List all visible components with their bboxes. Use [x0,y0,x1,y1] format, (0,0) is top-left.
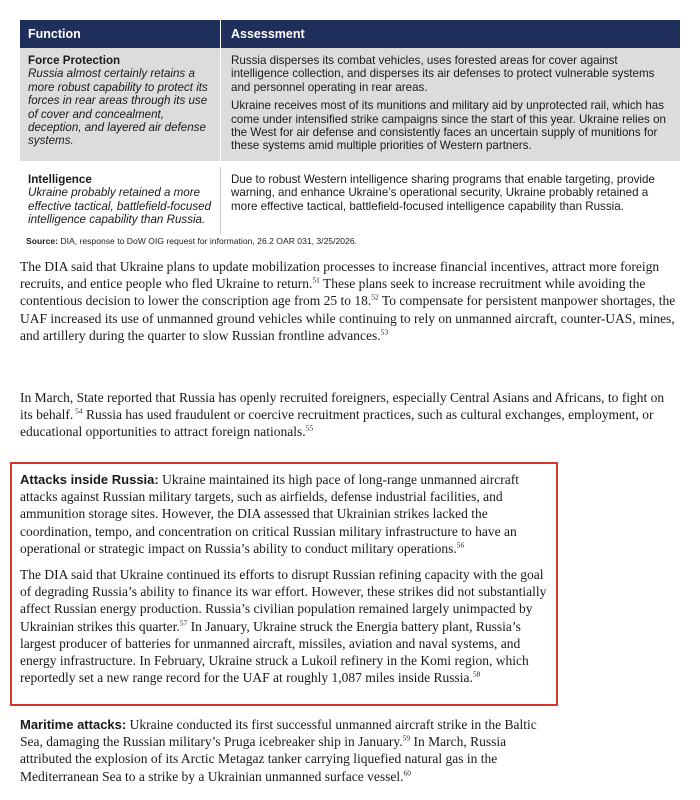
assessment-text: Russia disperses its combat vehicles, uses forested areas for cover against intelligence collection, and disperses its air defenses to protect vulnerable systems and personnel operating in rear areas. [231,54,655,94]
footnote-ref: 57 [179,618,188,628]
source-text: DIA, response to DoW OIG request for information, 26.2 OAR 031, 3/25/2026. [58,236,358,246]
function-cell [20,48,220,161]
footnote-ref: 52 [371,292,379,302]
assessment-text: Due to robust Western intelligence sharing programs that enable targeting, provide warning, and enhance Ukraine’s operational security, Ukraine probably retained a more effective tactical, battlefield-focused intelligence capability than Russia. [231,172,655,213]
paragraph-text: To compensate for persistent manpower shortages, the UAF increased its use of unmanned ground vehicles while continuing to rely on unmanned aircraft, counter-UAS, mines, and artillery during the quarter to slow Russian frontline advances. [20,293,676,343]
function-description: Ukraine probably retained a more effective tactical, battlefield-focused intelligence capability than Russia. [28,186,212,227]
paragraph-mobilization [20,258,680,344]
paragraph-text: The DIA said that Ukraine continued its efforts to disrupt Russian refining capacity with the goal of degrading Russia’s ability to finance its war effort. However, these strikes did not substantially affect Russian energy production. Russia’s civilian population remained largely unimpacted by Ukrainian strikes this quarter. [20,567,547,634]
paragraph-attacks-inside-russia [20,471,550,557]
paragraph-text: Ukraine maintained its high pace of long-range unmanned aircraft attacks against Russian military targets, such as airfields, defense industrial facilities, and ammunition storage sites. However, the DIA assessed that Ukrainian strikes lacked the coordination, tempo, and concentration on critical Russian military infrastructure to have an operational or strategic impact on Russia’s ability to conduct military operations. [20,472,519,556]
header-function: Function [28,27,81,41]
assessment-cell [220,48,680,161]
function-name: Intelligence [28,172,92,186]
paragraph-text: Ukraine conducted its first successful unmanned aircraft strike in the Baltic Sea, damaging the Russian military’s Pruga icebreaker ship in January. [20,717,537,750]
footnote-ref: 59 [402,733,411,743]
paragraph-text: The DIA said that Ukraine plans to update mobilization processes to increase financial incentives, attract more foreign recruits, and entice people who fled Ukraine to return. [20,259,660,292]
footnote-ref: 54 [73,406,83,416]
table-source [26,236,357,246]
paragraph-refining-capacity [20,566,550,686]
paragraph-text: In March, State reported that Russia has openly recruited foreigners, especially Central Asians and Africans, to fight on its behalf. [20,390,665,423]
paragraph-text: In January, Ukraine struck the Energia battery plant, Russia’s largest producer of batteries for unmanned aircraft, missiles, aviation and naval systems, and energy infrastructure. In February, Ukraine struck a Lukoil refinery in the Komi region, which reportedly set a new range record for the UAF at roughly 1,087 miles inside Russia. [20,618,529,686]
footnote-ref: 53 [380,327,389,337]
paragraph-text: In March, Russia attributed the explosion of its Arctic Metagaz tanker carrying liquefied natural gas in the Mediterranean Sea to a strike by a Ukrainian unmanned surface vessel. [20,734,507,784]
footnote-ref: 56 [456,540,465,550]
footnote-ref: 58 [472,669,481,679]
table-row [20,167,680,235]
paragraph-text: These plans seek to increase recruitment while avoiding the contentious decision to lower the conscription age from 25 to 18. [20,276,646,309]
assessment-cell [220,167,680,235]
header-assessment: Assessment [220,20,680,48]
function-cell [20,167,220,235]
footnote-ref: 55 [305,423,314,433]
paragraph-maritime-attacks [20,716,560,785]
footnote-ref: 60 [403,768,411,778]
paragraph-text: Russia has used fraudulent or coercive recruitment practices, such as cultural exchanges, employment, or educational opportunities to attract foreign nationals. [20,407,654,440]
table-header [20,20,680,48]
assessment-table [20,20,680,234]
assessment-text: Ukraine receives most of its munitions and military aid by unprotected rail, which has come under intensified strike campaigns since the start of this year. Ukraine relies on the West for air defense and consistently faces an uncertain supply of munitions for these systems amid multiple priorities of Western partners. [231,99,666,153]
source-label: Source: [26,236,58,246]
paragraph-lead: Attacks inside Russia: [20,472,159,487]
function-name: Force Protection [28,54,121,67]
footnote-ref: 51 [312,275,320,285]
table-row [20,48,680,161]
function-description: Russia almost certainly retains a more robust capability to protect its forces in rear areas through its use of cover and concealment, deception, and layered air defense systems. [28,67,208,148]
paragraph-lead: Maritime attacks: [20,717,127,732]
paragraph-foreign-recruits [20,389,680,441]
